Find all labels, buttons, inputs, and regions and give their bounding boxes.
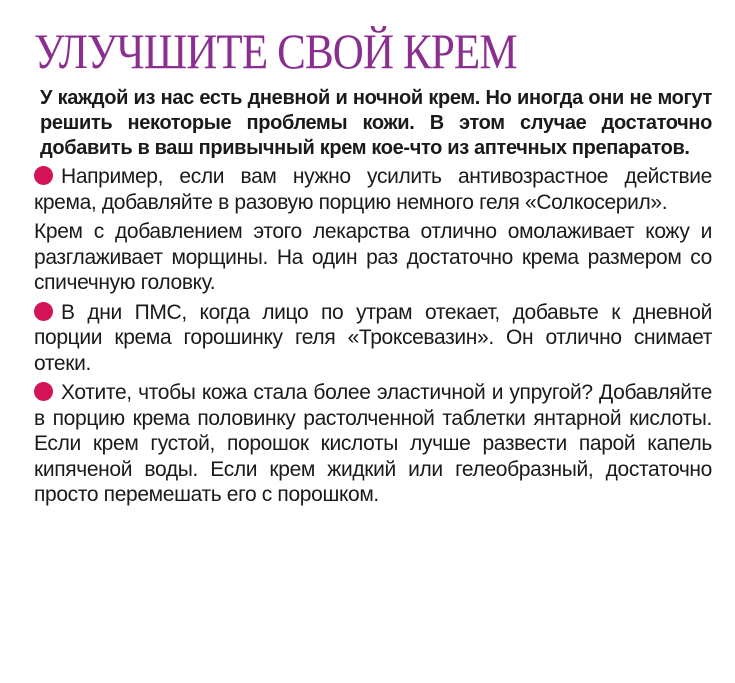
article-title: УЛУЧШИТЕ СВОЙ КРЕМ [34,23,517,79]
tip-1 [34,164,712,215]
tip-2-text: В дни ПМС, когда лицо по утрам отекает, добавьте к дневной порции крема горошинку геля «Троксевазин». Он отлично снимает отеки. [34,300,712,375]
tip-3 [34,380,712,508]
tip-1-text: Например, если вам нужно усилить антивозрастное действие крема, добавляйте в разовую порцию немного геля «Солкосерил». [34,165,712,214]
tip-1-continuation: Крем с добавлением этого лекарства отлично омолаживает кожу и разглаживает морщины. На один раз достаточно крема размером со спичечную головку. [34,220,712,294]
bullet-dot-icon [34,382,53,401]
tip-3-text: Хотите, чтобы кожа стала более эластичной и упругой? Добавляйте в порцию крема половинку растолченной таблетки янтарной кислоты. Если крем густой, порошок кислоты лучше развести парой капель кипяченой воды. Если крем жидкий или гелеобразный, достаточно просто перемешать его с порошком. [34,381,712,506]
tip-2 [34,300,712,377]
bullet-dot-icon [34,302,53,321]
article-lead: У каждой из нас есть дневной и ночной крем. Но иногда они не могут решить некоторые проблемы кожи. В этом случае достаточно добавить в ваш привычный крем кое-что из аптечных препаратов. [40,87,712,159]
article-body [34,86,712,508]
bullet-dot-icon [34,166,53,185]
